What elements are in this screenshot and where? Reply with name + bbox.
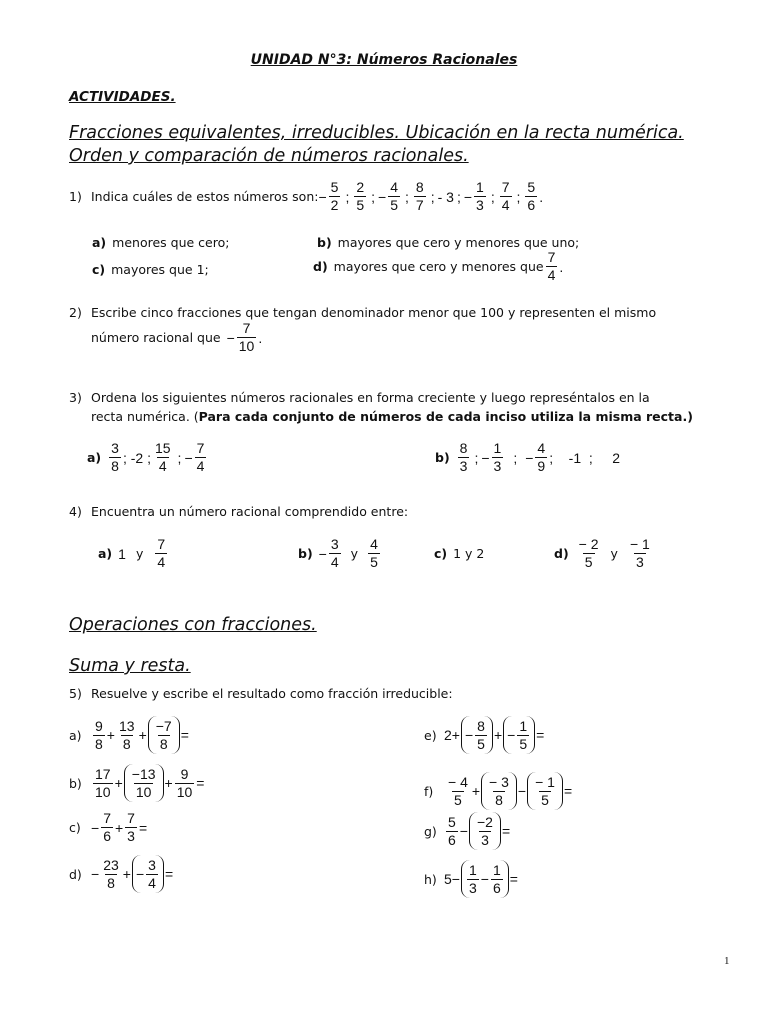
fraction: $\frac{4}{5}$	[370, 536, 378, 570]
question-2-line-2: número racional que − $\frac{7}{10}$ .	[91, 320, 263, 354]
fraction: $\frac{-13}{10}$	[131, 765, 156, 800]
fraction: $\frac{9}{10}$	[176, 765, 193, 800]
section-heading-equivalent-fractions: Fracciones equivalentes, irreducibles. Ubicación en la recta numérica. Orden y comparación de números racionales.	[69, 123, 684, 166]
parenthesis-group: − $\frac{1}{5}$	[503, 716, 535, 754]
parenthesis-group: − $\frac{3}{4}$	[132, 855, 164, 893]
question-1: 1) Indica cuáles de estos números son: − $\frac{5}{2}$ ; $\frac{2}{5}$ ; − $\frac{4}{5}$ ; $\frac{8}{7}$ ; - 3 ; − $\frac{1}{3}$ ; $\frac{7}{4}$ ; $\frac{5}{6}$ .	[69, 179, 544, 213]
question-4-option-b: b) − $\frac{3}{4}$ y $\frac{4}{5}$	[298, 536, 378, 570]
question-4-option-d: d) $\frac{- 2}{5}$ y $\frac{- 1}{3}$	[554, 536, 650, 570]
fraction: $\frac{5}{6}$	[527, 179, 536, 213]
parenthesis-group: $\frac{1}{3}$ − $\frac{1}{6}$	[461, 860, 509, 898]
exercise-5e: e) 2 + − $\frac{8}{5}$ + − $\frac{1}{5}$ =	[424, 716, 544, 754]
fraction: $\frac{7}{4}$	[547, 249, 556, 283]
fraction: $\frac{7}{6}$	[103, 810, 111, 844]
question-2: 2) Escribe cinco fracciones que tengan denominador menor que 100 y representen el mismo	[69, 305, 657, 320]
fraction: $\frac{3}{4}$	[148, 856, 156, 891]
fraction: $\frac{7}{4}$	[501, 179, 510, 213]
parenthesis-group	[148, 716, 180, 754]
parenthesis-group	[481, 772, 517, 810]
fraction: $\frac{8}{7}$	[415, 179, 424, 213]
question-3: 3) Ordena los siguientes números racionales en forma creciente y luego represéntalos en la	[69, 390, 650, 405]
question-1-option-c: c) mayores que 1;	[92, 262, 209, 277]
question-3-option-a: a) $\frac{3}{8}$ ; -2 ; $\frac{15}{4}$ ; − $\frac{7}{4}$	[87, 440, 205, 474]
parenthesis-group	[124, 764, 164, 802]
question-4-option-a: a) 1 y $\frac{7}{4}$	[98, 536, 166, 570]
page-number: 1	[724, 955, 730, 967]
exercise-5d: d) − $\frac{23}{8}$ + − $\frac{3}{4}$ =	[69, 855, 173, 893]
fraction: $\frac{- 1}{3}$	[629, 536, 650, 570]
fraction: $\frac{17}{10}$	[95, 765, 111, 800]
section-heading-operations: Operaciones con fracciones.	[69, 615, 317, 635]
fraction: $\frac{2}{5}$	[356, 179, 365, 213]
parenthesis-group: − $\frac{8}{5}$	[461, 716, 493, 754]
page-title: UNIDAD N°3: Números Racionales	[250, 52, 518, 68]
parenthesis-group	[469, 812, 501, 850]
question-3-option-b: b) $\frac{8}{3}$ ; − $\frac{1}{3}$ ; − $\frac{4}{9}$ ; -1 ; 2	[435, 440, 621, 474]
fraction: $\frac{3}{4}$	[330, 536, 339, 570]
fraction: $\frac{1}{5}$	[519, 717, 528, 752]
question-3-line-2: recta numérica. ( Para cada conjunto de números de cada inciso utiliza la misma recta.)	[91, 409, 693, 424]
exercise-5b: b) $\frac{17}{10}$ + $\frac{-13}{10}$ + $\frac{9}{10}$ =	[69, 764, 204, 802]
fraction: $\frac{-7}{8}$	[155, 717, 172, 752]
exercise-5c: c) − $\frac{7}{6}$ + $\frac{7}{3}$ =	[69, 810, 148, 844]
activities-heading: ACTIVIDADES.	[69, 89, 176, 105]
exercise-5a: a) $\frac{9}{8}$ + $\frac{13}{8}$ + $\frac{-7}{8}$ =	[69, 716, 189, 754]
fraction: $\frac{7}{4}$	[196, 440, 205, 474]
fraction: $\frac{15}{4}$	[154, 440, 171, 474]
fraction: $\frac{- 2}{5}$	[578, 536, 599, 570]
exercise-5h: h) 5 − $\frac{1}{3}$ − $\frac{1}{6}$ =	[424, 860, 518, 898]
fraction: $\frac{4}{5}$	[390, 179, 399, 213]
question-1-option-b: b) mayores que cero y menores que uno;	[317, 235, 580, 250]
section-heading-sum-subtraction: Suma y resta.	[69, 656, 191, 676]
question-4-option-c: c) 1 y 2	[434, 546, 485, 561]
fraction: $\frac{1}{3}$	[476, 179, 484, 213]
fraction: $\frac{- 4}{5}$	[448, 773, 468, 808]
fraction: $\frac{7}{3}$	[127, 810, 135, 844]
question-1-option-a: a) menores que cero;	[92, 235, 230, 250]
fraction: $\frac{- 3}{8}$	[489, 773, 509, 808]
question-5: 5) Resuelve y escribe el resultado como fracción irreducible:	[69, 686, 453, 701]
question-4: 4) Encuentra un número racional comprendido entre:	[69, 504, 409, 519]
fraction: $\frac{1}{3}$	[468, 861, 477, 896]
fraction: $\frac{13}{8}$	[118, 717, 135, 752]
fraction: $\frac{8}{3}$	[459, 440, 468, 474]
fraction: $\frac{9}{8}$	[95, 717, 103, 752]
fraction: $\frac{1}{3}$	[493, 440, 502, 474]
fraction: $\frac{4}{9}$	[537, 440, 546, 474]
fraction: $\frac{- 1}{5}$	[535, 773, 555, 808]
fraction: $\frac{5}{6}$	[448, 813, 456, 848]
fraction: $\frac{1}{6}$	[492, 861, 501, 896]
fraction: $\frac{5}{2}$	[330, 179, 339, 213]
fraction: $\frac{23}{8}$	[103, 856, 119, 891]
exercise-5f: f) $\frac{- 4}{5}$ + $\frac{- 3}{8}$ − $\frac{- 1}{5}$ =	[424, 772, 572, 810]
fraction: $\frac{-2}{3}$	[476, 813, 493, 848]
question-1-option-d: d) mayores que cero y menores que $\frac{7}{4}$ .	[313, 249, 564, 283]
fraction: $\frac{8}{5}$	[477, 717, 485, 752]
fraction: $\frac{7}{4}$	[157, 536, 166, 570]
fraction: $\frac{3}{8}$	[111, 440, 119, 474]
fraction: $\frac{7}{10}$	[238, 320, 255, 354]
exercise-5g: g) $\frac{5}{6}$ − $\frac{-2}{3}$ =	[424, 812, 510, 850]
parenthesis-group	[527, 772, 563, 810]
